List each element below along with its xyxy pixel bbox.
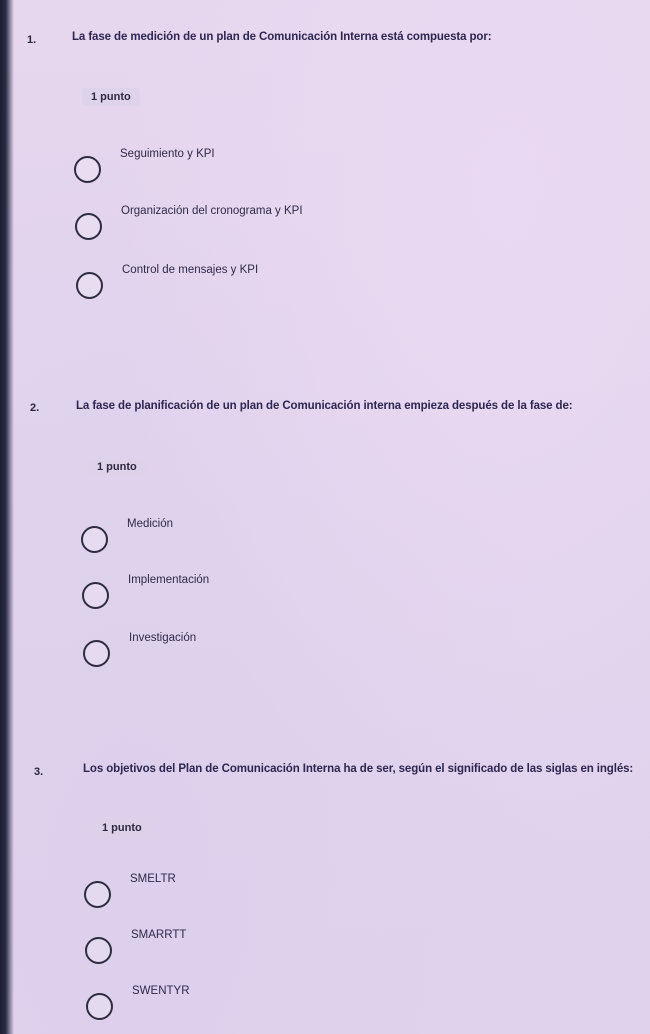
points-badge: 1 punto — [82, 88, 140, 106]
radio-button[interactable] — [83, 640, 110, 667]
answer-label[interactable]: Implementación — [128, 574, 210, 586]
points-badge: 1 punto — [88, 458, 146, 476]
radio-button[interactable] — [86, 993, 113, 1020]
points-badge: 1 punto — [93, 819, 151, 837]
screen-edge-shadow — [0, 0, 14, 1034]
answer-label[interactable]: Organización del cronograma y KPI — [121, 205, 303, 217]
answer-label[interactable]: Medición — [127, 518, 174, 530]
radio-button[interactable] — [76, 272, 103, 299]
question-number: 1. — [27, 34, 37, 46]
answer-label[interactable]: SWENTYR — [132, 985, 190, 997]
question-text: Los objetivos del Plan de Comunicación Interna ha de ser, según el significado de las siglas en inglés: — [83, 763, 634, 775]
question-number: 2. — [30, 402, 40, 414]
radio-button[interactable] — [74, 156, 101, 183]
answer-label[interactable]: Seguimiento y KPI — [120, 148, 215, 160]
question-text: La fase de medición de un plan de Comunicación Interna está compuesta por: — [72, 31, 492, 43]
radio-button[interactable] — [85, 937, 112, 964]
radio-button[interactable] — [81, 526, 108, 553]
radio-button[interactable] — [75, 213, 102, 240]
question-number: 3. — [34, 766, 44, 778]
answer-label[interactable]: SMELTR — [130, 873, 176, 885]
answer-label[interactable]: Control de mensajes y KPI — [122, 264, 259, 276]
answer-label[interactable]: Investigación — [129, 632, 197, 644]
radio-button[interactable] — [82, 582, 109, 609]
radio-button[interactable] — [84, 881, 111, 908]
answer-label[interactable]: SMARRTT — [131, 929, 187, 941]
question-text: La fase de planificación de un plan de Comunicación interna empieza después de la fase de: — [76, 400, 573, 412]
